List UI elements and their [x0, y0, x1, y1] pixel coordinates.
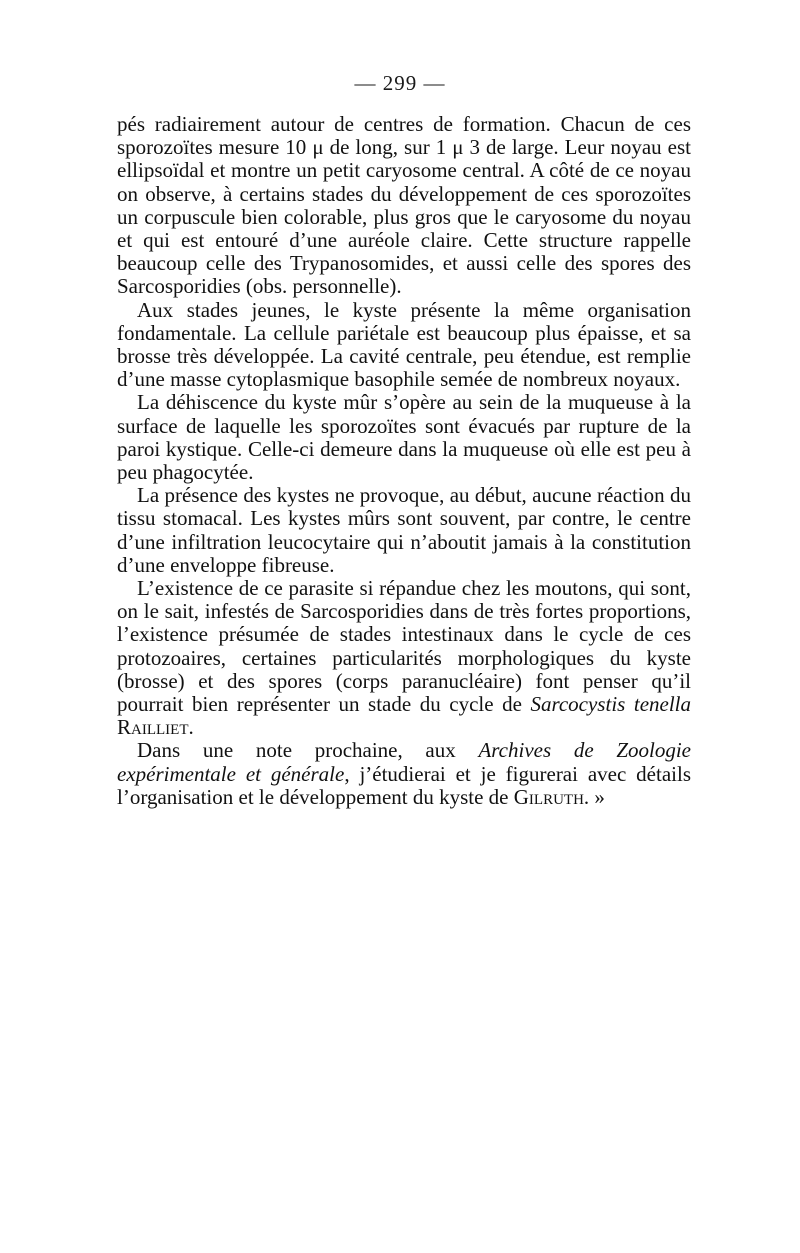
- text-run: .: [188, 715, 194, 740]
- body-text: [117, 113, 691, 809]
- text-run: Dans une note prochaine, aux: [137, 738, 479, 763]
- author-name: Gilruth: [513, 784, 584, 809]
- journal-title: Archives de Zoologie expérimentale et générale: [117, 738, 691, 786]
- paragraph: [117, 484, 691, 577]
- paragraph: [117, 391, 691, 484]
- author-name: Railliet: [117, 715, 189, 740]
- text-run: L’existence de ce parasite si répandue chez les moutons, qui sont, on le sait, infestés de Sarcosporidies dans de très fortes proportions, l’existence présumée de stades intestinaux dans le cycle de ces protozoaires, certaines particularités morphologiques du kyste (brosse) et des spores (corps paranucléaire) font penser qu’il pourrait bien représenter un stade du cycle de: [117, 576, 691, 717]
- species-name: Sarcocystis tenella: [530, 692, 692, 717]
- text-run: La déhiscence du kyste mûr s’opère au sein de la muqueuse à la surface de laquelle les sporozoïtes sont évacués par rupture de la paroi kystique. Celle-ci demeure dans la muqueuse où elle est peu à peu phagocytée.: [117, 390, 691, 485]
- paragraph: [117, 299, 691, 392]
- paragraph: [117, 113, 691, 299]
- text-run: . »: [583, 784, 605, 809]
- text-run: Aux stades jeunes, le kyste présente la même organisation fondamentale. La cellule pariétale est beaucoup plus épaisse, et sa brosse très développée. La cavité centrale, peu étendue, est remplie d’une masse cytoplasmique basophile semée de nombreux noyaux.: [117, 297, 691, 392]
- paragraph: [117, 739, 691, 809]
- page-number: — 299 —: [354, 71, 446, 95]
- paragraph: [117, 577, 691, 739]
- text-run: , j’étudierai et je figurerai avec détails l’organisation et le développement du kyste de: [117, 761, 691, 809]
- text-run: pés radiairement autour de centres de formation. Chacun de ces sporozoïtes mesure 10 μ de long, sur 1 μ 3 de large. Leur noyau est ellipsoïdal et montre un petit caryosome central. A côté de ce noyau on observe, à certains stades du développement de ces sporozoïtes un corpuscule bien colorable, plus gros que le caryosome du noyau et qui est entouré d’une auréole claire. Cette structure rappelle beaucoup celle des Trypanosomides, et aussi celle des spores des Sarcosporidies (obs. personnelle).: [117, 112, 691, 299]
- text-run: La présence des kystes ne provoque, au début, aucune réaction du tissu stomacal. Les kystes mûrs sont souvent, par contre, le centre d’une infiltration leucocytaire qui n’aboutit jamais à la constitution d’une enveloppe fibreuse.: [117, 483, 691, 577]
